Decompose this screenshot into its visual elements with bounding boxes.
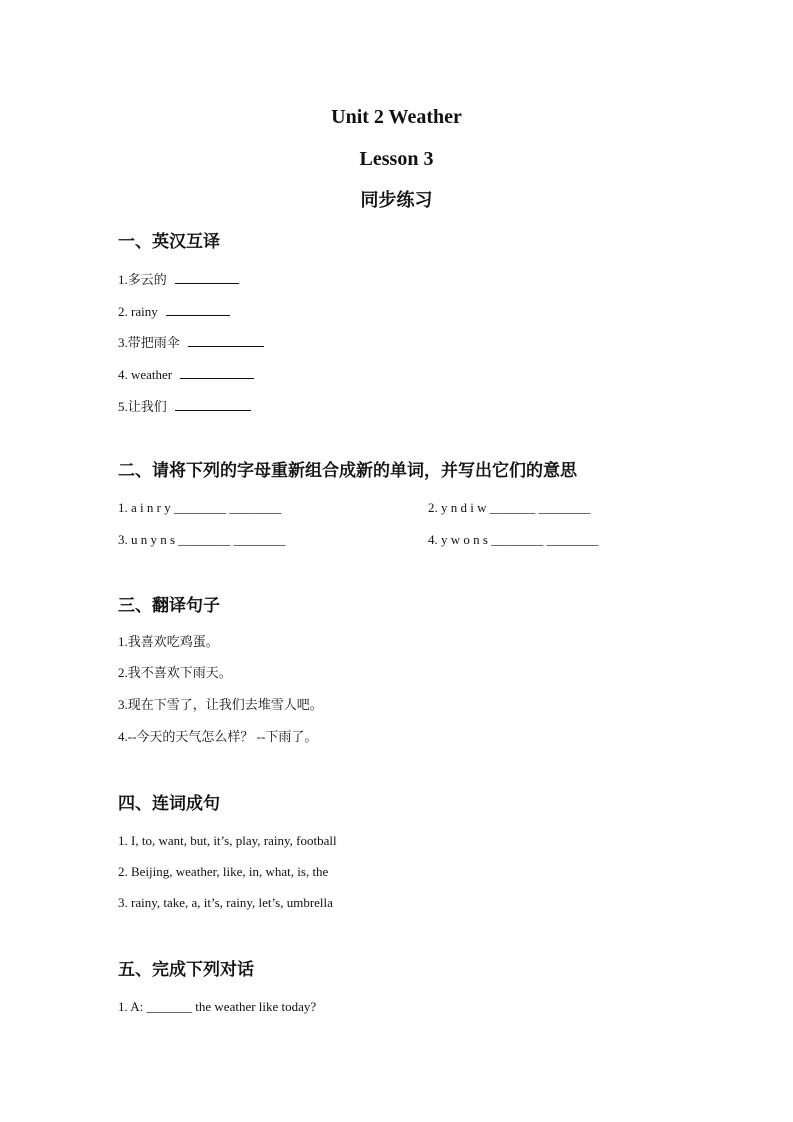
answer-blank	[180, 365, 254, 379]
translate-item-2: 2.我不喜欢下雨天。	[118, 665, 232, 680]
vocab-item-label: 4. weather	[118, 367, 173, 382]
answer-blank	[175, 397, 251, 411]
vocab-item-2	[118, 302, 230, 320]
section-1-heading: 一、英汉互译	[118, 232, 220, 252]
vocab-item-label: 2. rainy	[118, 304, 158, 319]
dialogue-item-1: 1. A: _______ the weather like today?	[118, 999, 317, 1014]
vocab-item-label: 1.多云的	[118, 272, 167, 287]
vocab-item-1	[118, 270, 239, 288]
section-3-heading: 三、翻译句子	[118, 596, 220, 616]
sentence-item-3: 3. rainy, take, a, it’s, rainy, let’s, umbrella	[118, 895, 333, 910]
vocab-item-5	[118, 397, 251, 415]
page-subtitle: 同步练习	[360, 190, 433, 211]
page-title: Unit 2 Weather	[331, 106, 462, 128]
scramble-item-3: 3. u n y n s ________ ________	[118, 532, 286, 547]
sentence-item-1: 1. I, to, want, but, it’s, play, rainy, football	[118, 833, 337, 848]
translate-item-3: 3.现在下雪了，让我们去堆雪人吧。	[118, 697, 323, 712]
vocab-item-label: 5.让我们	[118, 399, 167, 414]
vocab-item-label: 3.带把雨伞	[118, 335, 180, 350]
answer-blank	[175, 270, 239, 284]
sentence-item-2: 2. Beijing, weather, like, in, what, is, the	[118, 864, 329, 879]
translate-item-4: 4.--今天的天气怎么样？ --下雨了。	[118, 729, 318, 744]
vocab-item-4	[118, 365, 254, 383]
scramble-item-4: 4. y w o n s ________ ________	[428, 532, 599, 547]
translate-item-1: 1.我喜欢吃鸡蛋。	[118, 634, 219, 649]
vocab-item-3	[118, 333, 264, 351]
section-4-heading: 四、连词成句	[118, 794, 220, 814]
scramble-item-1: 1. a i n r y ________ ________	[118, 500, 282, 515]
answer-blank	[166, 302, 230, 316]
section-2-heading: 二、请将下列的字母重新组合成新的单词，并写出它们的意思	[118, 461, 577, 481]
lesson-title: Lesson 3	[359, 148, 434, 170]
scramble-item-2: 2. y n d i w _______ ________	[428, 500, 591, 515]
section-5-heading: 五、完成下列对话	[118, 960, 254, 980]
answer-blank	[188, 333, 264, 347]
